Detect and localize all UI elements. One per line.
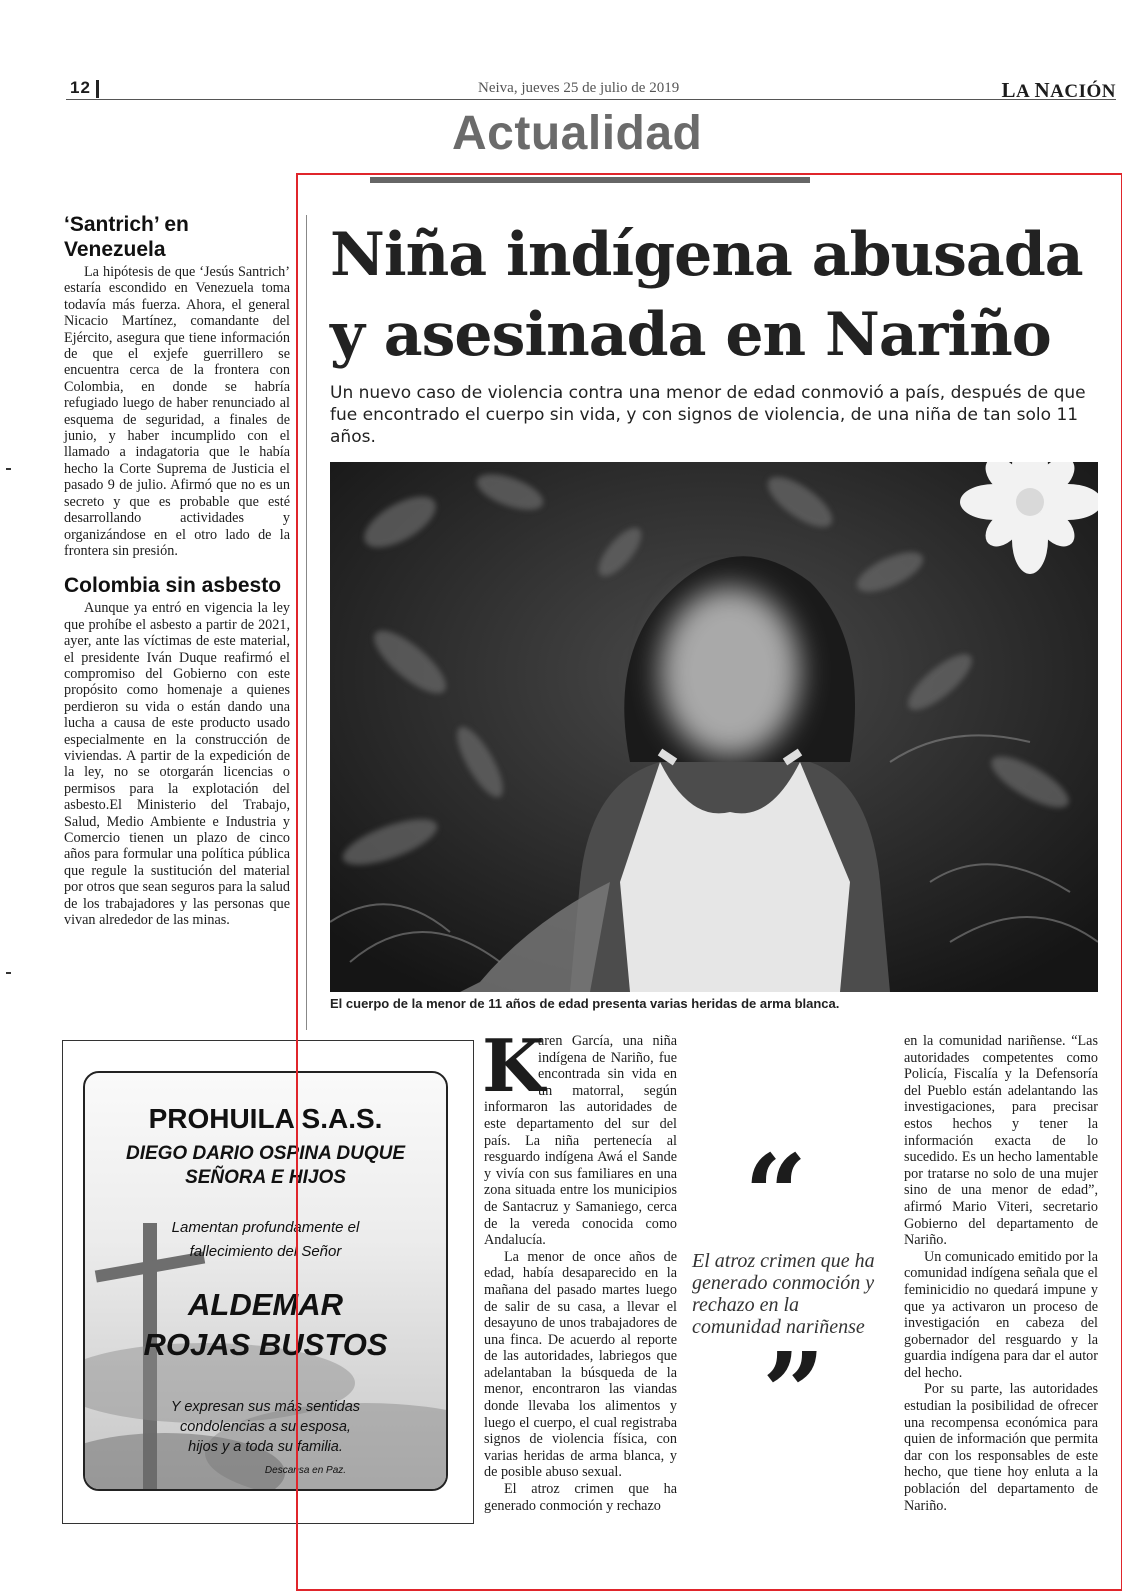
- ad-rest-in-peace: Descansa en Paz.: [264, 1465, 347, 1476]
- section-title: Actualidad: [452, 107, 703, 160]
- ad-lament-text: fallecimiento del Señor: [189, 1243, 342, 1260]
- article-paragraph: Por su parte, las autoridades estudian la posibilidad de ofrecer una recompensa económica para quien de información que permita dar con los responsables de este hecho, que tiene hoy enluta a la población del departamento de Nariño.: [904, 1381, 1098, 1514]
- margin-tick: [6, 468, 11, 470]
- headline-line: y asesinada en Nariño: [330, 300, 1051, 370]
- page-header: [66, 78, 1116, 100]
- obituary-ad: [62, 1040, 474, 1524]
- dateline: Neiva, jueves 25 de julio de 2019: [478, 80, 680, 96]
- brief-text: Aunque ya entró en vigencia la ley que prohíbe el asbesto a partir de 2021, ayer, ante las víctimas de este material, el presidente Iván Duque reafirmó el compromiso del Gobierno con este propósito como homenaje a quienes perdieron su vida o están dando una lucha a causa de este producto usado especialmente en la construcción de viviendas. A partir de la expedición de la ley, no se otorgarán licencias o permisos para la explotación del asbesto.El Ministerio del Trabajo, Salud, Medio Ambiente e Industria y Comercio tienen un plazo de cinco años para formular una política pública que regule la sustitución del material por otros que sean seguros para la salud de los trabajadores y las personas que vivan alrededor de las minas.: [64, 600, 290, 929]
- article-paragraph: El atroz crimen que ha generado conmoción y rechazo: [484, 1481, 677, 1514]
- ad-company: PROHUILA S.A.S.: [148, 1103, 383, 1134]
- pull-quote: [692, 1130, 892, 1457]
- close-quote-icon: ”: [762, 1328, 826, 1457]
- ad-deceased-name: ALDEMAR: [188, 1287, 343, 1322]
- article-headline: [330, 215, 1100, 375]
- article-paragraph: aren García, una niña indígena de Nariño, fue encontrada sin vida en un matorral, según informaron las autoridades de este departamento del sur del país. La niña pertenecía al resguardo indígena Awá el Sande y vivía con sus familiares en una zona situada entre los municipios de Santacruz y Samaniego, cerca de la vereda conocida como Andalucía.: [484, 1033, 677, 1249]
- ad-condolence-text: Y expresan sus más sentidas: [170, 1399, 361, 1415]
- masthead-a: A: [1016, 81, 1035, 102]
- photo-caption: El cuerpo de la menor de 11 años de edad presenta varias heridas de arma blanca.: [330, 996, 840, 1011]
- article-deck: Un nuevo caso de violencia contra una menor de edad conmovió a país, después de que fue encontrado el cuerpo sin vida, y con signos de violencia, de una niña de tan solo 11 años.: [330, 383, 1086, 447]
- article-paragraph: Un comunicado emitido por la comunidad indígena señala que el feminicidio no quedará impune y que ya activaron un proceso de investigación en cabeza del gobernador del resguardo y la guardia indígena para dar el autor del hecho.: [904, 1248, 1098, 1381]
- column-divider: [306, 215, 307, 1030]
- drop-cap: K: [482, 1023, 545, 1108]
- masthead-n: N: [1034, 78, 1051, 102]
- brief-text: La hipótesis de que ‘Jesús Santrich’ estaría escondido en Venezuela toma todavía más fuerza. Ahora, el general Nicacio Martínez, comandante del Ejército, asegura que tiene información de que el exjefe guerrillero se encuentra cerca de la frontera con Colombia, en donde se habría refugiado luego de haber renunciado al esquema de seguridad, a finales de junio, y haber incumplido con el llamado a indagatoria que le había hecho la Corte Suprema de Justicia el pasado 9 de julio. Afirmó que no es un secreto y que es probable que esté desarrollando actividades y organizándose en el otro lado de la frontera sin presión.: [64, 264, 290, 559]
- ad-deceased-name: ROJAS BUSTOS: [143, 1327, 388, 1362]
- margin-tick: [6, 972, 11, 974]
- masthead-initial: L: [1001, 78, 1017, 102]
- article-paragraph: en la comunidad nariñense. “Las autoridades competentes como Policía, Fiscalía y la Defensoría del Pueblo están adelantando las investigaciones, para precisar estos hechos y tener la información exacta de lo sucedido. Es un hecho lamentable por tratarse no solo de una mujer sino de una menor de edad”, afirmó Mario Viteri, secretario Gobierno del departamento de Nariño.: [904, 1033, 1098, 1249]
- open-quote-icon: “: [744, 1130, 808, 1259]
- ad-subtitle: SEÑORA E HIJOS: [185, 1167, 346, 1188]
- obituary-ad-card: [83, 1071, 448, 1491]
- ad-condolence-text: condolencias a su esposa,: [180, 1419, 351, 1435]
- article-paragraph: La menor de once años de edad, había desaparecido en la mañana del pasado martes luego de salir de su casa, a llevar el desayuno de unos trabajadores de una finca. De acuerdo al reporte de las autoridades, labriegos que adelantaban la búsqueda de la menor, encontraron las viandas donde llevaba los alimentos y luego el cuerpo, el cual registraba signos de violencia física, con varias heridas de arma blanca, y de posible abuso sexual.: [484, 1248, 677, 1481]
- article-photo: [330, 462, 1098, 992]
- brief-title: Colombia sin asbesto: [64, 574, 282, 598]
- article-column-1: [482, 1023, 677, 1514]
- page-number: 12: [70, 78, 91, 97]
- article-column-3: [904, 1033, 1098, 1514]
- page-number-divider: [96, 80, 99, 98]
- masthead-rest: ACIÓN: [1050, 81, 1116, 102]
- brief-title: ‘Santrich’ en Venezuela: [64, 213, 189, 261]
- newspaper-masthead: [1002, 78, 1116, 103]
- briefs-column: [64, 212, 290, 928]
- ad-lament-text: Lamentan profundamente el: [171, 1219, 360, 1236]
- section-rule: [370, 177, 810, 183]
- ad-condolence-text: hijos y a toda su familia.: [188, 1439, 343, 1455]
- photo-illustration: [330, 462, 1098, 992]
- pull-quote-text: El atroz crimen que ha generado conmoción y rechazo en la comunidad nariñense: [692, 1250, 875, 1338]
- headline-line: Niña indígena abusada: [330, 220, 1083, 290]
- ad-subtitle: DIEGO DARIO OSPINA DUQUE: [125, 1143, 406, 1164]
